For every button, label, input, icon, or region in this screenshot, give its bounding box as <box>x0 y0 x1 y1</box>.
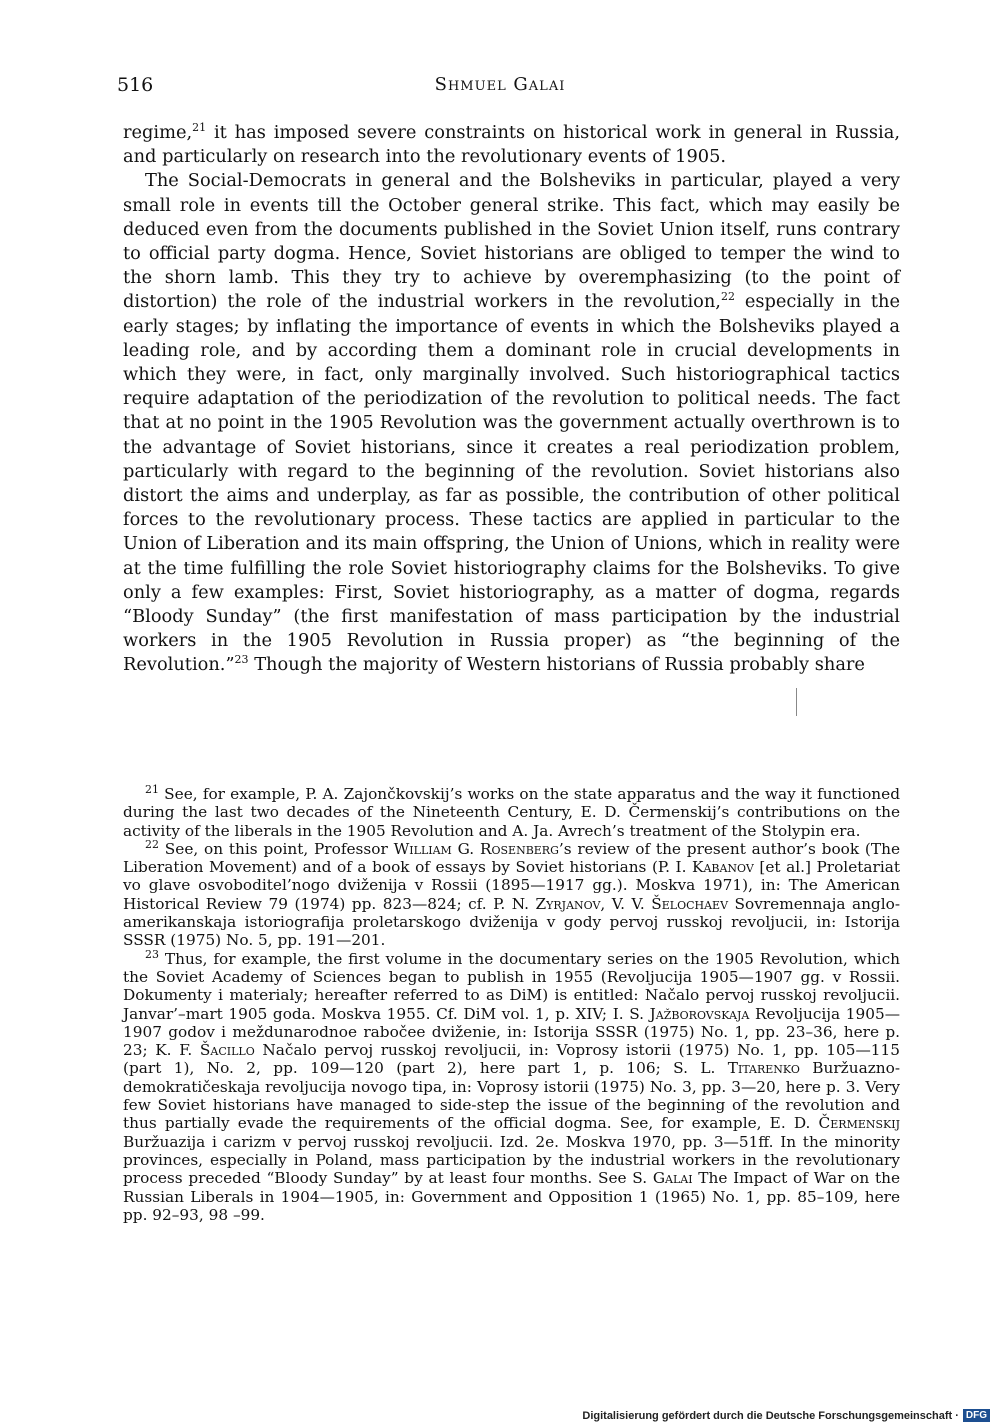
footnote-text: Revoljucija 1905—1907 godov i meždunarodnoe rabočee dviženie, in: Istorija SSSR (1975) No. 1, pp. 23–36, here p. 23; K. F. <box>123 1004 901 1060</box>
footnote-number: 21 <box>145 782 159 796</box>
footnote-number: 23 <box>145 947 159 961</box>
footnote-ref-21: 21 <box>192 121 207 135</box>
author-name: Titarenko <box>727 1059 800 1078</box>
footnote-text: , V. V. <box>600 894 652 913</box>
running-head: Shmuel Galai <box>434 74 566 95</box>
footnote-23 <box>123 947 901 1224</box>
footnote-text: Thus, for example, the first volume in the documentary series on the 1905 Revolution, which the Soviet Academy of Sciences began to publish in 1955 (Revoljucija 1905—1907 gg. v Rossii. Dokumenty i materialy; hereafter referred to as DiM) is entitled: Načalo pervoj russkoj revoljucii. Janvar’–mart 1905 goda. Moskva 1955. Cf. DiM vol. 1, p. XIV; I. S. <box>123 949 900 1023</box>
footnote-ref-22: 22 <box>720 290 735 304</box>
author-name: Šelochaev <box>651 894 729 913</box>
digitization-credit <box>582 1409 990 1422</box>
author-name: Zyrjanov <box>535 894 601 913</box>
footnote-text: G. <box>451 839 480 858</box>
footnotes <box>123 782 901 1224</box>
footnote-text: Buržuazija i carizm v pervoj russkoj revoljucii. Izd. 2e. Moskva 1970, pp. 3—51ff. In the minority provinces, especially in Poland, mass participation by the industrial workers in the revolutionary process preceded “Bloody Sunday” by at least four months. See S. <box>123 1132 900 1188</box>
footnote-text: See, on this point, Professor <box>159 839 394 858</box>
footnote-text: ’s review of the present author’s book (The Liberation Movement) and of a book of essays by Soviet historians (P. I. <box>123 839 901 877</box>
author-name: Čermenskij <box>818 1114 900 1133</box>
footnote-number: 22 <box>145 837 159 851</box>
paragraph-1 <box>123 121 900 169</box>
text-run: it has imposed severe constraints on historical work in general in Russia, and particularly on research into the revolutionary events of 1905. <box>123 122 900 168</box>
dfg-logo-icon: DFG <box>963 1409 990 1422</box>
text-run: especially in the early stages; by inflating the importance of events in which the Bolsheviks played a leading role, and by according them a dominant role in crucial developments in which they were, in fact, only marginally involved. Such historiographical tactics require adaptation of the periodization of the revolution to political needs. The fact that at no point in the 1905 Revolution was the government actually overthrown is to the advantage of Soviet historians, since it creates a real periodization problem, particularly with regard to the beginning of the revolution. Soviet historians also distort the aims and underplay, as far as possible, the contribution of other political forces to the revolutionary process. These tactics are applied in particular to the Union of Liberation and its main offspring, the Union of Unions, which in reality were at the time fulfilling the role Soviet historiography claims for the Bolsheviks. To give only a few examples: First, Soviet historiography, as a matter of dogma, regards “Bloody Sunday” (the first manifestation of mass participation by the industrial workers in the 1905 Revolution in Russia proper) as “the beginning of the Revolution.” <box>123 291 901 676</box>
author-name: Rosenberg <box>479 839 559 858</box>
main-text <box>123 121 900 678</box>
text-run: regime, <box>123 122 193 143</box>
footnote-text: The Impact of War on the Russian Liberals in 1904—1905, in: Government and Opposition 1 (1965) No. 1, pp. 85–109, here pp. 92–93, 98 –99. <box>123 1169 900 1224</box>
text-run: The Social-Democrats in general and the Bolsheviks in particular, played a very small role in events till the October general strike. This fact, which may easily be deduced even from the documents published in the Soviet Union itself, runs contrary to official party dogma. Hence, Soviet historians are obliged to temper the wind to the shorn lamb. This they try to achieve by overemphasizing (to the point of distortion) the role of the industrial workers in the revolution, <box>123 170 900 313</box>
paragraph-2 <box>123 169 900 677</box>
footnote-text: See, for example, P. A. Zajončkovskij’s works on the state apparatus and the way it functioned during the last two decades of the Nineteenth Century, E. D. Čermenskij’s contributions on the activity of the liberals in the 1905 Revolution and A. Ja. Avrech’s treatment of the Stolypin era. <box>123 785 900 840</box>
footnote-22 <box>123 837 901 950</box>
footnote-ref-23: 23 <box>234 653 249 667</box>
page-number: 516 <box>117 74 154 96</box>
author-name: Kabanov <box>692 858 754 877</box>
scan-mark <box>796 688 797 716</box>
footnote-text: Načalo pervoj russkoj revoljucii, in: Voprosy istorii (1975) No. 1, pp. 105—115 (part 1), No. 2, pp. 109—120 (part 2), here part 1, p. 106; S. L. <box>123 1041 900 1078</box>
author-name: Šacillo <box>199 1041 255 1060</box>
text-run: Though the majority of Western historians of Russia probably share <box>248 654 865 676</box>
footnote-text: Buržuazno-demokratičeskaja revoljucija novogo tipa, in: Voprosy istorii (1975) No. 3, pp. 3—20, here p. 3. Very few Soviet historians have managed to side-step the issue of the beginning of the revolution and thus partially evade the requirements of the official dogma. See, for example, E. D. <box>123 1059 900 1133</box>
author-name: Galai <box>652 1169 693 1188</box>
footnote-text: Sovremennaja anglo-amerikanskaja istoriografija proletarskogo dviženija v gody pervoj russkoj revoljucii, in: Istorija SSSR (1975) No. 5, pp. 191—201. <box>123 894 900 950</box>
author-name: Jažborovskaja <box>649 1004 750 1023</box>
author-name: William <box>393 839 452 858</box>
footnote-text: [et al.] Proletariat vo glave osvoboditel’nogo dviženija v Rossii (1895—1917 gg.). Moskva 1971), in: The American Historical Review 79 (1974) pp. 823—824; cf. P. N. <box>123 858 900 913</box>
footnote-21 <box>123 782 900 840</box>
credit-text: Digitalisierung gefördert durch die Deutsche Forschungsgemeinschaft · <box>582 1409 959 1422</box>
